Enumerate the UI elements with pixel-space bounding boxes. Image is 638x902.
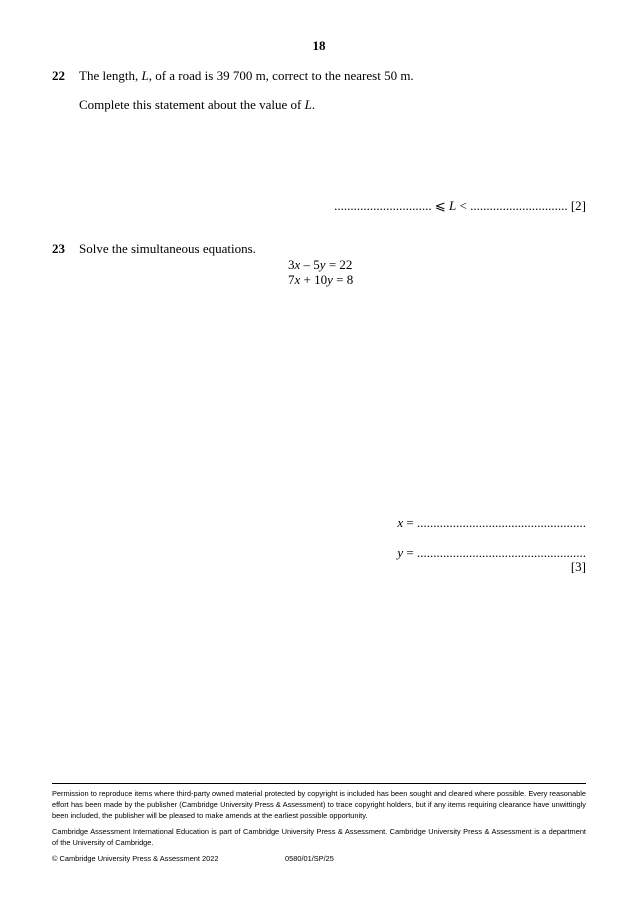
eq1-coef-x: 3 xyxy=(288,257,295,272)
answer-x-label: x xyxy=(397,515,404,530)
eq2-rhs: = 8 xyxy=(332,272,354,287)
q22-instruction-prefix: Complete this statement about the value of xyxy=(79,97,305,112)
answer-y-label: y xyxy=(397,545,404,560)
footer-copyright: © Cambridge University Press & Assessment 2022 xyxy=(52,854,219,863)
answer-x-equals: = xyxy=(403,515,417,530)
q23-marks: [3] xyxy=(570,559,586,574)
eq2-var-x: x xyxy=(294,272,301,287)
footer-permission: Permission to reproduce items where third-party owned material protected by copyright is included has been sought and cleared where possible. Every reasonable effort has been made by the publisher (Cambridge University Press & Assessment) to trace copyright holders, but if any items requiring clearance have unwittingly been included, the publisher will be pleased to make amends at the earliest possible opportunity. xyxy=(52,789,586,820)
eq2-coef-y: + 10 xyxy=(300,272,328,287)
q22-answer-sym1: ⩽ xyxy=(431,198,449,213)
q22-instruction-var: L xyxy=(304,97,312,112)
q22-text-suffix: , of a road is 39 700 m, correct to the nearest 50 m. xyxy=(148,68,414,83)
q22-var-l: L xyxy=(141,68,149,83)
eq1-coef-y: – 5 xyxy=(300,257,320,272)
question-22-answer-line xyxy=(334,198,586,214)
q22-answer-right-blank[interactable]: .............................. xyxy=(470,198,568,213)
answer-y-blank[interactable]: .................................................... xyxy=(417,545,586,560)
page-number: 18 xyxy=(312,38,326,53)
q22-marks: [2] xyxy=(570,198,586,213)
answer-y-equals: = xyxy=(403,545,417,560)
answer-x-blank[interactable]: .................................................... xyxy=(417,515,586,530)
equation-1 xyxy=(288,257,352,273)
footer-code: 0580/01/SP/25 xyxy=(285,854,334,863)
question-22-text xyxy=(79,68,414,84)
eq1-var-y: y xyxy=(319,257,326,272)
equation-2 xyxy=(288,272,353,288)
footer-divider xyxy=(52,783,586,784)
question-23-number: 23 xyxy=(52,241,65,256)
question-23-text: Solve the simultaneous equations. xyxy=(79,241,256,256)
q22-instruction-suffix: . xyxy=(311,97,316,112)
eq1-rhs: = 22 xyxy=(325,257,353,272)
q22-answer-sym2: < xyxy=(456,198,471,213)
eq2-coef-x: 7 xyxy=(288,272,295,287)
question-22-instruction xyxy=(79,97,315,113)
q22-answer-left-blank[interactable]: .............................. xyxy=(334,198,432,213)
q22-answer-var: L xyxy=(449,198,457,213)
eq2-var-y: y xyxy=(327,272,333,287)
answer-x-line xyxy=(397,515,586,531)
question-22-number: 22 xyxy=(52,68,65,83)
q22-text-prefix: The length, xyxy=(79,68,142,83)
answer-y-line xyxy=(397,545,586,561)
footer-cambridge: Cambridge Assessment International Education is part of Cambridge University Press & Assessment. Cambridge University Press & Assessment is a department of the University of Cambridge. xyxy=(52,827,586,847)
eq1-var-x: x xyxy=(294,257,301,272)
